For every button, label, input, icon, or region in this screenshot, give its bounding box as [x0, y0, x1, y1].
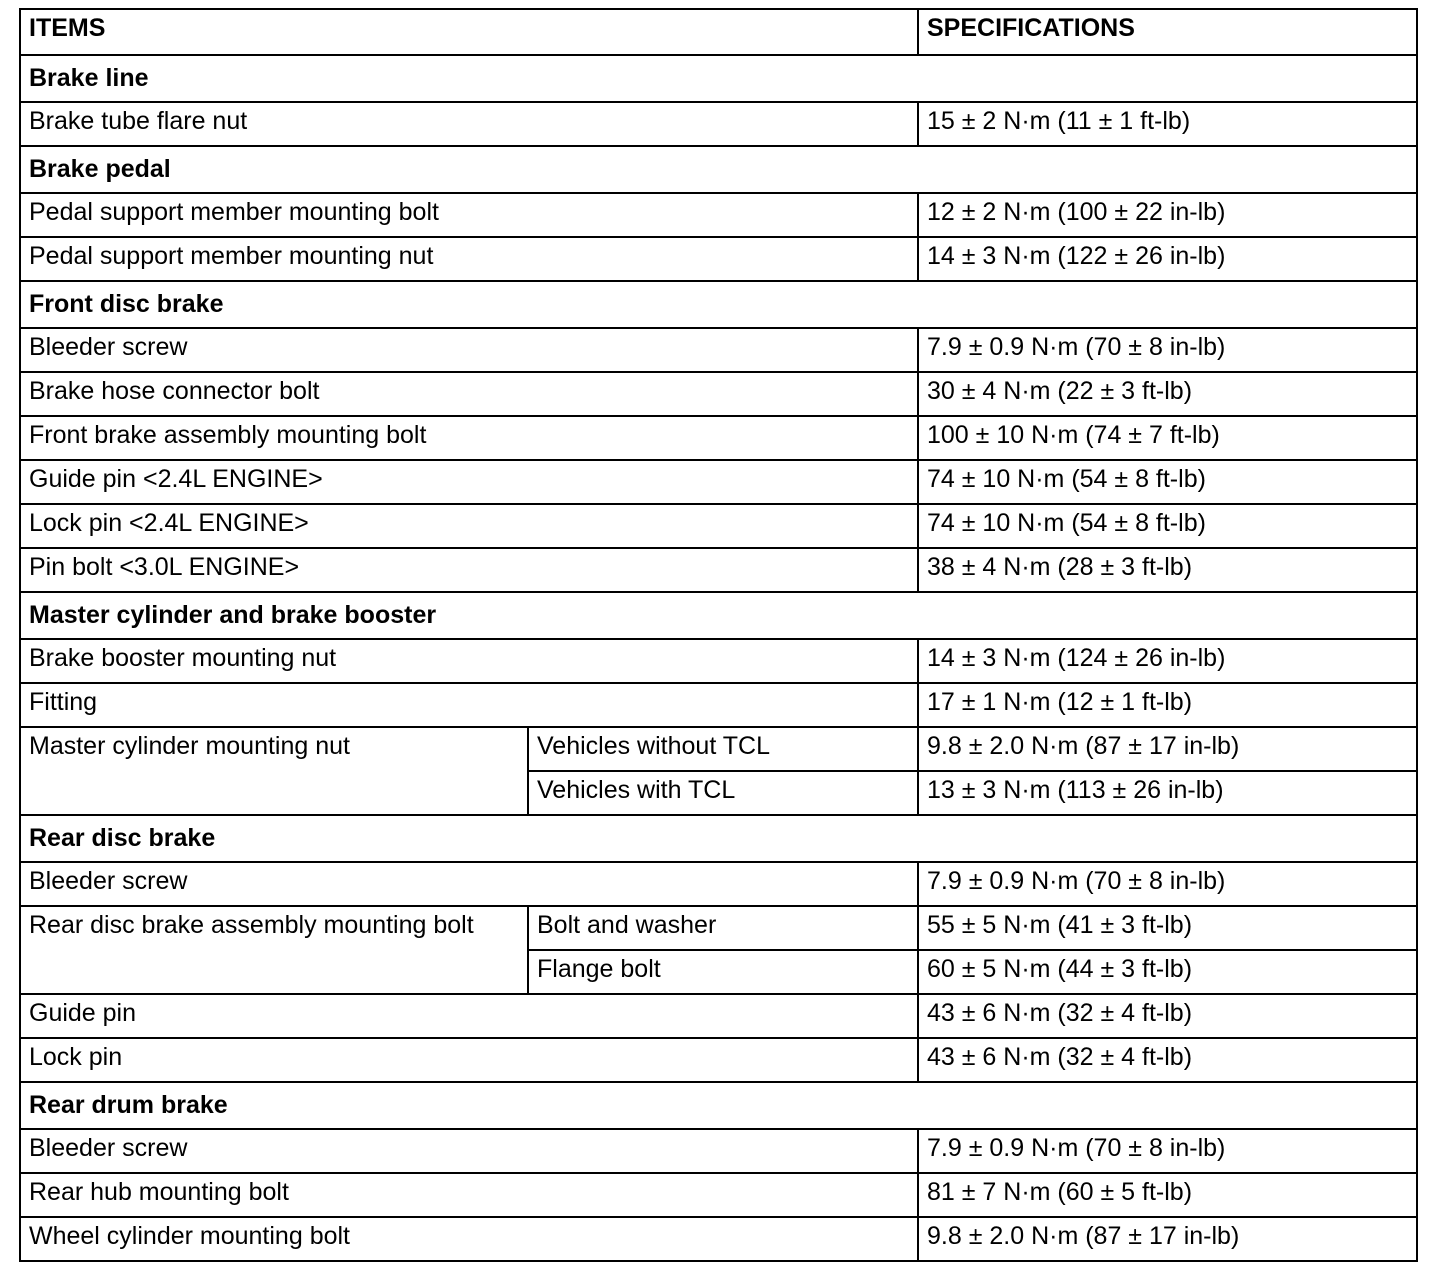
- item-spec: 17 ± 1 N·m (12 ± 1 ft-lb): [918, 683, 1417, 727]
- item-spec: 15 ± 2 N·m (11 ± 1 ft-lb): [918, 102, 1417, 146]
- section-label: Front disc brake: [20, 281, 1417, 328]
- item-name: Fitting: [20, 683, 918, 727]
- item-spec: 74 ± 10 N·m (54 ± 8 ft-lb): [918, 504, 1417, 548]
- table-row: [20, 639, 1417, 683]
- table-row: [20, 237, 1417, 281]
- item-name: Lock pin: [20, 1038, 918, 1082]
- table-row: [20, 1173, 1417, 1217]
- item-condition: Bolt and washer: [528, 906, 918, 950]
- section-row: [20, 592, 1417, 639]
- item-spec: 14 ± 3 N·m (122 ± 26 in-lb): [918, 237, 1417, 281]
- section-row: [20, 815, 1417, 862]
- item-name: Rear disc brake assembly mounting bolt: [20, 906, 528, 994]
- header-row: [20, 9, 1417, 55]
- table-row: [20, 727, 1417, 771]
- item-spec: 7.9 ± 0.9 N·m (70 ± 8 in-lb): [918, 1129, 1417, 1173]
- table-row: [20, 1038, 1417, 1082]
- item-condition: Flange bolt: [528, 950, 918, 994]
- item-name: Pin bolt <3.0L ENGINE>: [20, 548, 918, 592]
- item-spec: 55 ± 5 N·m (41 ± 3 ft-lb): [918, 906, 1417, 950]
- table-row: [20, 548, 1417, 592]
- item-spec: 9.8 ± 2.0 N·m (87 ± 17 in-lb): [918, 727, 1417, 771]
- item-name: Pedal support member mounting nut: [20, 237, 918, 281]
- table-row: [20, 372, 1417, 416]
- section-row: [20, 281, 1417, 328]
- table-row: [20, 193, 1417, 237]
- item-spec: 60 ± 5 N·m (44 ± 3 ft-lb): [918, 950, 1417, 994]
- item-spec: 13 ± 3 N·m (113 ± 26 in-lb): [918, 771, 1417, 815]
- item-name: Pedal support member mounting bolt: [20, 193, 918, 237]
- item-name: Brake hose connector bolt: [20, 372, 918, 416]
- section-row: [20, 1082, 1417, 1129]
- item-spec: 38 ± 4 N·m (28 ± 3 ft-lb): [918, 548, 1417, 592]
- section-label: Rear disc brake: [20, 815, 1417, 862]
- item-name: Guide pin: [20, 994, 918, 1038]
- item-spec: 9.8 ± 2.0 N·m (87 ± 17 in-lb): [918, 1217, 1417, 1261]
- section-row: [20, 146, 1417, 193]
- item-name: Rear hub mounting bolt: [20, 1173, 918, 1217]
- item-name: Brake booster mounting nut: [20, 639, 918, 683]
- item-spec: 14 ± 3 N·m (124 ± 26 in-lb): [918, 639, 1417, 683]
- item-condition: Vehicles without TCL: [528, 727, 918, 771]
- table-row: [20, 102, 1417, 146]
- table-row: [20, 1217, 1417, 1261]
- item-spec: 81 ± 7 N·m (60 ± 5 ft-lb): [918, 1173, 1417, 1217]
- item-spec: 43 ± 6 N·m (32 ± 4 ft-lb): [918, 1038, 1417, 1082]
- item-spec: 7.9 ± 0.9 N·m (70 ± 8 in-lb): [918, 862, 1417, 906]
- item-name: Guide pin <2.4L ENGINE>: [20, 460, 918, 504]
- item-name: Front brake assembly mounting bolt: [20, 416, 918, 460]
- section-label: Master cylinder and brake booster: [20, 592, 1417, 639]
- header-items: ITEMS: [20, 9, 918, 55]
- item-spec: 74 ± 10 N·m (54 ± 8 ft-lb): [918, 460, 1417, 504]
- item-spec: 100 ± 10 N·m (74 ± 7 ft-lb): [918, 416, 1417, 460]
- table-row: [20, 328, 1417, 372]
- table-row: [20, 862, 1417, 906]
- item-spec: 30 ± 4 N·m (22 ± 3 ft-lb): [918, 372, 1417, 416]
- table-row: [20, 504, 1417, 548]
- table-row: [20, 683, 1417, 727]
- item-name: Wheel cylinder mounting bolt: [20, 1217, 918, 1261]
- item-name: Master cylinder mounting nut: [20, 727, 528, 815]
- torque-spec-table: [19, 8, 1418, 1262]
- section-label: Brake line: [20, 55, 1417, 102]
- table-row: [20, 906, 1417, 950]
- item-condition: Vehicles with TCL: [528, 771, 918, 815]
- item-name: Bleeder screw: [20, 862, 918, 906]
- item-name: Bleeder screw: [20, 328, 918, 372]
- table-row: [20, 460, 1417, 504]
- item-spec: 12 ± 2 N·m (100 ± 22 in-lb): [918, 193, 1417, 237]
- item-name: Bleeder screw: [20, 1129, 918, 1173]
- item-spec: 43 ± 6 N·m (32 ± 4 ft-lb): [918, 994, 1417, 1038]
- header-specifications: SPECIFICATIONS: [918, 9, 1417, 55]
- table-row: [20, 416, 1417, 460]
- table-row: [20, 1129, 1417, 1173]
- item-spec: 7.9 ± 0.9 N·m (70 ± 8 in-lb): [918, 328, 1417, 372]
- section-label: Brake pedal: [20, 146, 1417, 193]
- table-body: [20, 9, 1417, 1261]
- section-row: [20, 55, 1417, 102]
- item-name: Brake tube flare nut: [20, 102, 918, 146]
- table-row: [20, 994, 1417, 1038]
- section-label: Rear drum brake: [20, 1082, 1417, 1129]
- item-name: Lock pin <2.4L ENGINE>: [20, 504, 918, 548]
